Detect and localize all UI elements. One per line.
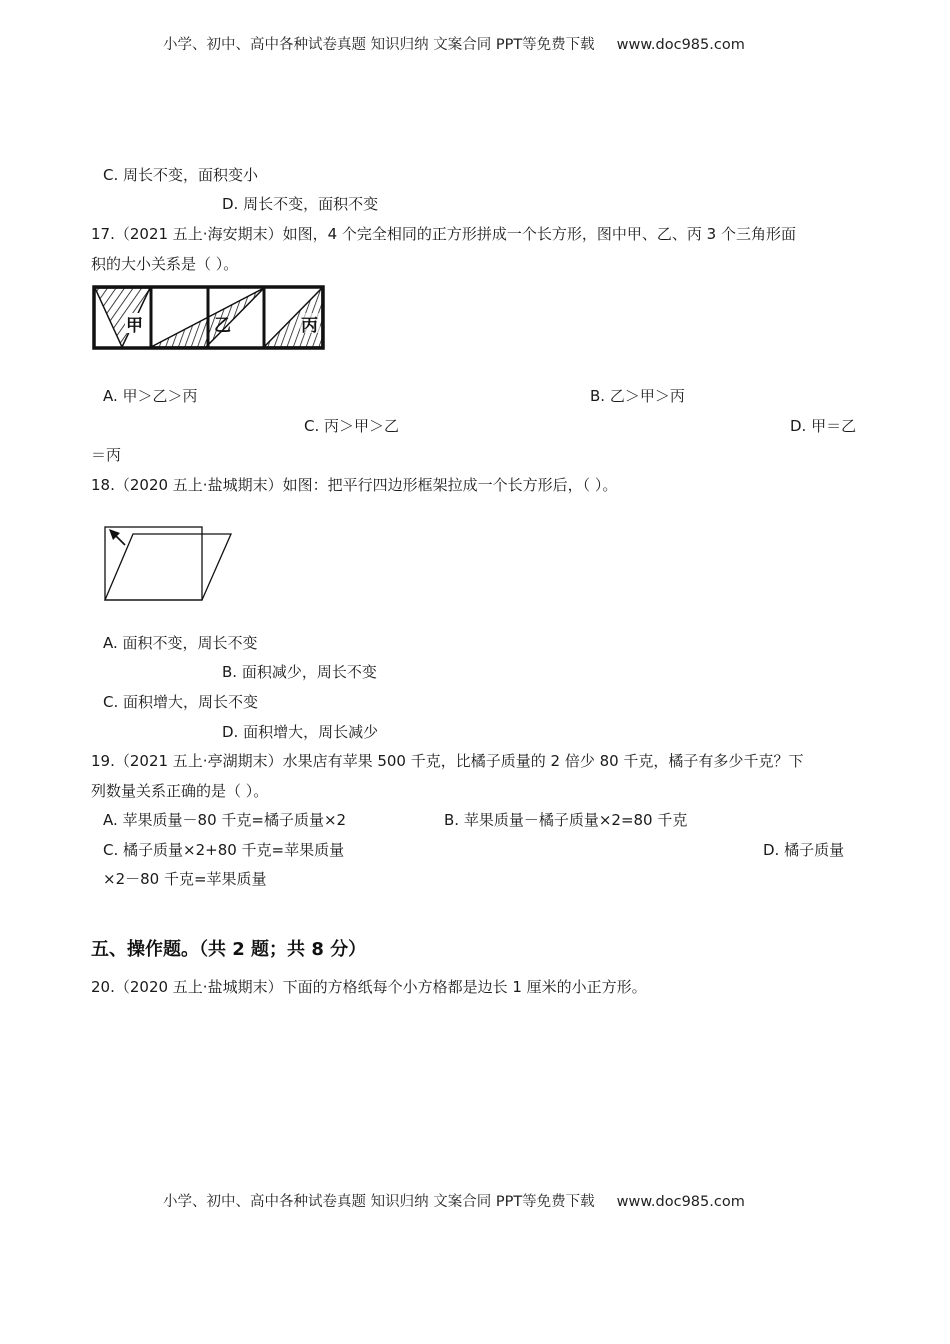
q19-option-d-part2: ×2－80 千克=苹果质量 bbox=[103, 870, 267, 888]
q17-stem-line1: 17.（2021 五上·海安期末）如图，4 个完全相同的正方形拼成一个长方形，图中甲、乙、丙 3 个三角形面 bbox=[91, 225, 796, 243]
q18-option-a: A. 面积不变，周长不变 bbox=[103, 634, 258, 652]
q18-option-c: C. 面积增大，周长不变 bbox=[103, 693, 259, 711]
q16-option-c: C. 周长不变，面积变小 bbox=[103, 166, 259, 184]
q20-stem: 20.（2020 五上·盐城期末）下面的方格纸每个小方格都是边长 1 厘米的小正方形。 bbox=[91, 978, 647, 996]
q19-option-b: B. 苹果质量－橘子质量×2=80 千克 bbox=[444, 811, 688, 829]
footer-text: 小学、初中、高中各种试卷真题 知识归纳 文案合同 PPT等免费下载 bbox=[163, 1194, 595, 1210]
q18-figure bbox=[103, 525, 235, 603]
header-site-link[interactable]: www.doc985.com bbox=[616, 37, 745, 53]
page-footer bbox=[163, 1190, 745, 1211]
q16-option-d: D. 周长不变，面积不变 bbox=[222, 195, 379, 213]
q17-option-b: B. 乙＞甲＞丙 bbox=[590, 387, 685, 405]
q17-stem-line2: 积的大小关系是（ ）。 bbox=[91, 255, 239, 273]
section-title: 五、操作题。（共 2 题；共 8 分） bbox=[91, 939, 367, 960]
q17-option-c: C. 丙＞甲＞乙 bbox=[304, 417, 400, 435]
footer-site-link[interactable]: www.doc985.com bbox=[616, 1194, 745, 1210]
page-header bbox=[163, 33, 745, 54]
label-bing: 丙 bbox=[301, 316, 318, 336]
q19-stem-line2: 列数量关系正确的是（ ）。 bbox=[91, 782, 269, 800]
header-text: 小学、初中、高中各种试卷真题 知识归纳 文案合同 PPT等免费下载 bbox=[163, 37, 595, 53]
q18-stem: 18.（2020 五上·盐城期末）如图：把平行四边形框架拉成一个长方形后，（ ）。 bbox=[91, 476, 618, 494]
q18-option-d: D. 面积增大，周长减少 bbox=[222, 723, 379, 741]
q18-option-b: B. 面积减少，周长不变 bbox=[222, 663, 377, 681]
label-jia: 甲 bbox=[126, 316, 143, 336]
q17-option-d-part2: ＝丙 bbox=[91, 446, 122, 464]
q19-stem-line1: 19.（2021 五上·亭湖期末）水果店有苹果 500 千克，比橘子质量的 2 倍少 80 千克，橘子有多少千克？下 bbox=[91, 752, 804, 770]
label-yi: 乙 bbox=[214, 316, 231, 336]
q19-option-c: C. 橘子质量×2+80 千克=苹果质量 bbox=[103, 841, 345, 859]
q19-option-a: A. 苹果质量－80 千克=橘子质量×2 bbox=[103, 811, 347, 829]
q19-option-d-part1: D. 橘子质量 bbox=[763, 841, 845, 859]
q17-option-d-part1: D. 甲＝乙 bbox=[790, 417, 857, 435]
q17-option-a: A. 甲＞乙＞丙 bbox=[103, 387, 198, 405]
q17-figure bbox=[92, 285, 326, 351]
